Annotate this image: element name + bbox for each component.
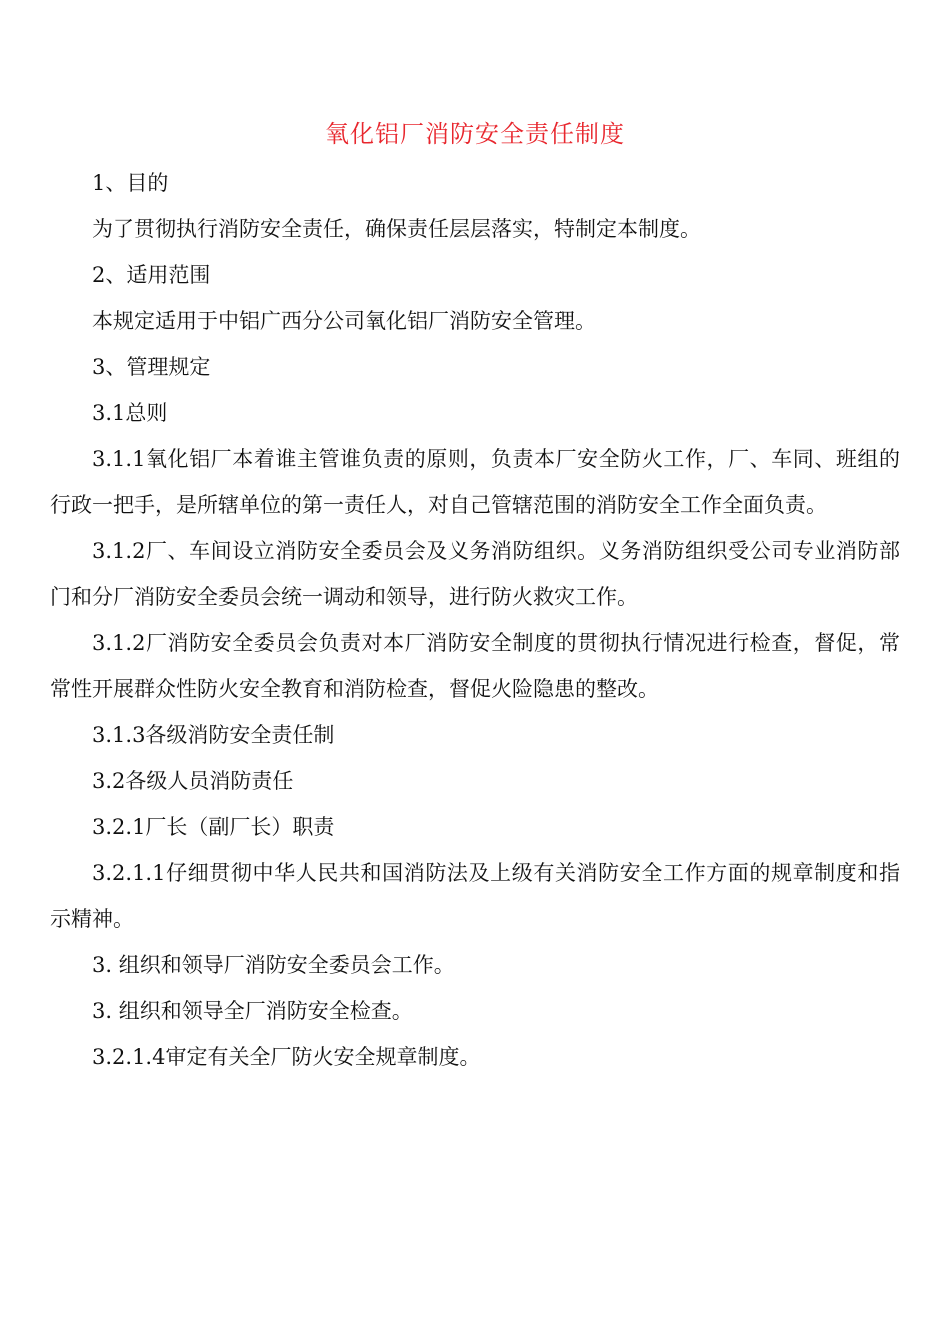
paragraph-3-2-1-3: 3. 组织和领导全厂消防安全检查。 xyxy=(92,999,413,1023)
subsection-heading-general: 3.1总则 xyxy=(92,401,168,425)
paragraph-3-1-3: 3.1.3各级消防安全责任制 xyxy=(92,723,335,747)
paragraph-3-1-2-b: 3.1.2厂消防安全委员会负责对本厂消防安全制度的贯彻执行情况进行检查，督促，常常性开展群众性防火安全教育和消防检查，督促火险隐患的整改。 xyxy=(50,631,900,701)
paragraph-purpose: 为了贯彻执行消防安全责任，确保责任层层落实，特制定本制度。 xyxy=(92,217,701,241)
paragraph-3-2-1-1: 3.2.1.1仔细贯彻中华人民共和国消防法及上级有关消防安全工作方面的规章制度和指示精神。 xyxy=(50,861,900,931)
subsection-heading-responsibilities: 3.2各级人员消防责任 xyxy=(92,769,294,793)
section-heading-scope: 2、适用范围 xyxy=(92,263,211,287)
paragraph-scope: 本规定适用于中铝广西分公司氧化铝厂消防安全管理。 xyxy=(92,309,596,333)
paragraph-3-1-1: 3.1.1氧化铝厂本着谁主管谁负责的原则，负责本厂安全防火工作，厂、车同、班组的行政一把手，是所辖单位的第一责任人，对自己管辖范围的消防安全工作全面负责。 xyxy=(50,447,900,517)
section-heading-rules: 3、管理规定 xyxy=(92,355,211,379)
paragraph-3-2-1-4: 3.2.1.4审定有关全厂防火安全规章制度。 xyxy=(92,1045,481,1069)
paragraph-3-1-2-a: 3.1.2厂、车间设立消防安全委员会及义务消防组织。义务消防组织受公司专业消防部门和分厂消防安全委员会统一调动和领导，进行防火救灾工作。 xyxy=(50,539,900,609)
paragraph-3-2-1-2: 3. 组织和领导厂消防安全委员会工作。 xyxy=(92,953,455,977)
paragraph-3-2-1: 3.2.1厂长（副厂长）职责 xyxy=(92,815,335,839)
document-body xyxy=(50,160,900,1080)
section-heading-purpose: 1、目的 xyxy=(92,171,169,195)
document-title: 氧化铝厂消防安全责任制度 xyxy=(325,120,625,148)
